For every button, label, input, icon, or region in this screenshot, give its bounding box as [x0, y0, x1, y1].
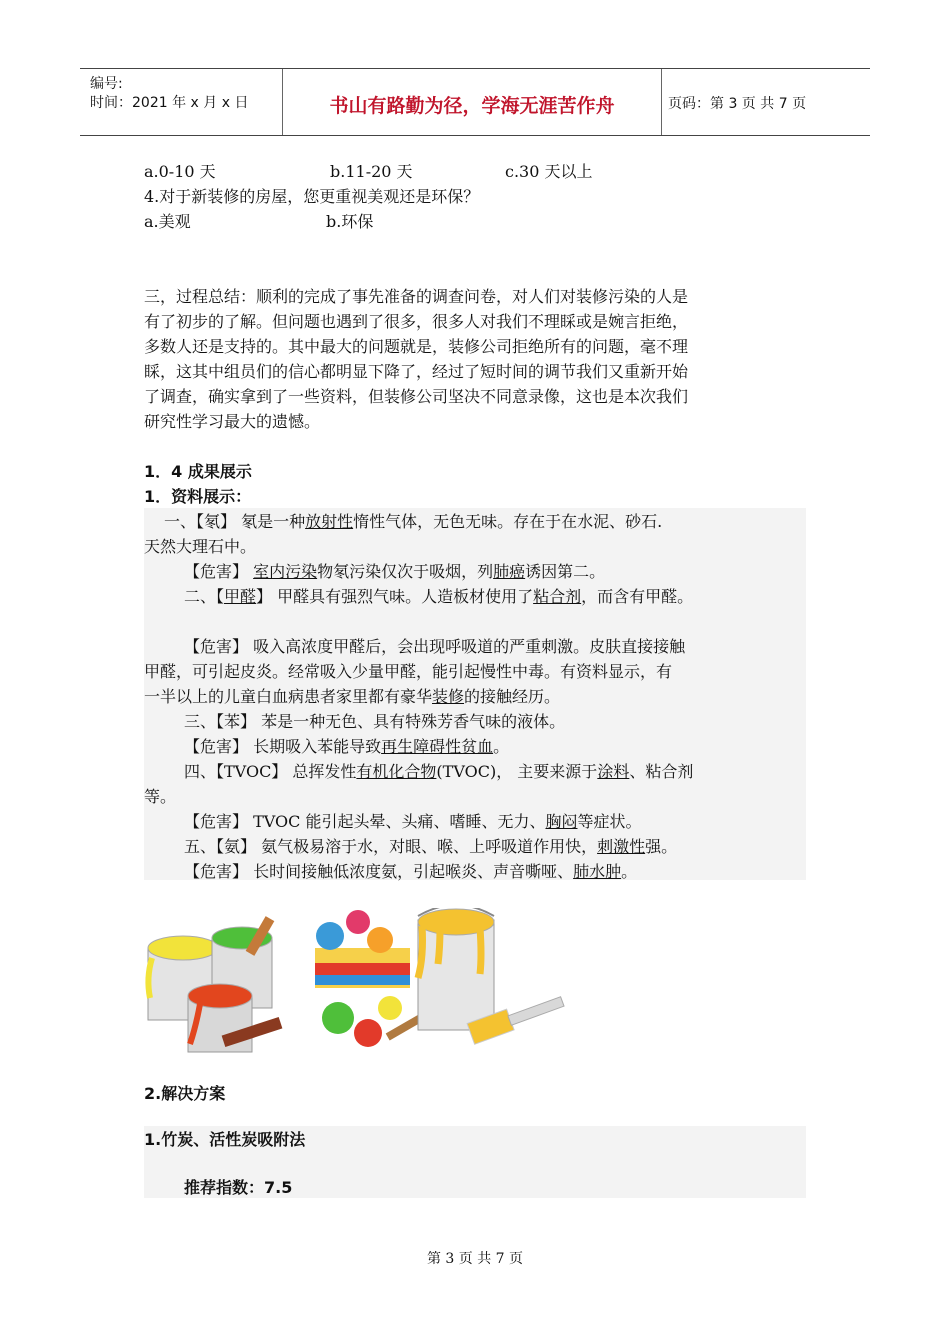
tvoc-text: 四、【TVOC】 总挥发性 [184, 762, 357, 781]
q3-option-a: a.0-10 天 [144, 162, 216, 181]
radon-hazard [184, 560, 605, 584]
summary-line: 研究性学习最大的遗憾。 [144, 412, 321, 431]
summary-line: 睬，这其中组员们的信心都明显下降了，经过了短时间的调节我们又重新开始 [144, 362, 689, 381]
summary-line: 多数人还是支持的。其中最大的问题就是，装修公司拒绝所有的问题，毫不理 [144, 337, 689, 356]
radon-hazard-text-2: 诱因第二。 [525, 562, 606, 581]
materials-heading: 1．资料展示： [144, 487, 252, 506]
page-label: 页码：第 3 页 共 7 页 [668, 96, 807, 112]
ammonia-text-2: 强。 [645, 837, 678, 856]
benzene-hazard [184, 735, 509, 759]
formaldehyde-hazard-3 [144, 685, 560, 709]
organic-compound-link[interactable]: 有机化合物 [356, 762, 437, 781]
tvoc-hazard [184, 810, 642, 834]
chest-tightness-link[interactable]: 胸闷 [545, 812, 578, 831]
tvoc-text-2: (TVOC)， 主要来源于 [436, 762, 598, 781]
radon-hazard-text: 物氡污染仅次于吸烟，列 [317, 562, 494, 581]
results-heading: 1．4 成果展示 [144, 462, 252, 481]
indoor-pollution-link[interactable]: 室内污染 [253, 562, 318, 581]
solution-method-1: 1.竹炭、活性炭吸附法 [144, 1130, 306, 1149]
hazard-label: 【危害】 [184, 562, 254, 581]
ammonia-line [184, 835, 677, 859]
color-splash-image [315, 910, 424, 1047]
summary-line: 了调查，确实拿到了一些资料，但装修公司坚决不同意录像，这也是本次我们 [144, 387, 689, 406]
q4-option-a: a.美观 [144, 212, 191, 231]
summary-line: 三，过程总结：顺利的完成了事先准备的调查问卷，对人们对装修污染的人是 [144, 287, 689, 306]
tvoc-hazard-text: 【危害】 TVOC 能引起头晕、头痛、嗜睡、无力、 [184, 812, 546, 831]
radon-text: 一、【氡】 氡是一种 [164, 512, 306, 531]
time-label: 时间：2021 年 x 月 x 日 [90, 95, 249, 111]
q4-option-b: b.环保 [326, 212, 374, 231]
irritant-link[interactable]: 刺激性 [597, 837, 646, 856]
recommendation-rating: 推荐指数：7.5 [184, 1178, 293, 1197]
ammonia-text: 五、【氨】 氨气极易溶于水，对眼、喉、上呼吸道作用快， [184, 837, 598, 856]
formaldehyde-hazard-2: 甲醛，可引起皮炎。经常吸入少量甲醛，能引起慢性中毒。有资料显示，有 [144, 662, 673, 681]
aplastic-anemia-link[interactable]: 再生障碍性贫血 [381, 737, 494, 756]
solutions-heading: 2.解决方案 [144, 1084, 226, 1103]
formaldehyde-text-2: 】 甲醛具有强烈气味。人造板材使用了 [256, 587, 534, 606]
radon-line-2: 天然大理石中。 [144, 537, 257, 556]
paint-link[interactable]: 涂料 [597, 762, 630, 781]
radon-text-2: 惰性气体，无色无味。存在于在水泥、砂石. [353, 512, 663, 531]
paint-illustrations [140, 908, 570, 1068]
adhesive-link[interactable]: 粘合剂 [533, 587, 582, 606]
formaldehyde-line [184, 585, 693, 609]
header-table [80, 68, 870, 136]
formaldehyde-hazard-text-2: 的接触经历。 [464, 687, 561, 706]
page-footer: 第 3 页 共 7 页 [426, 1251, 524, 1267]
summary-line: 有了初步的了解。但问题也遇到了很多，很多人对我们不理睬或是婉言拒绝， [144, 312, 689, 331]
radon-link[interactable]: 放射性 [305, 512, 354, 531]
tvoc-hazard-text-2: 等症状。 [577, 812, 642, 831]
motto: 书山有路勤为径，学海无涯苦作舟 [329, 95, 615, 117]
tvoc-text-3: 、粘合剂 [629, 762, 694, 781]
q4-question: 4.对于新装修的房屋，您更重视美观还是环保？ [144, 187, 480, 206]
lung-cancer-link[interactable]: 肺癌 [493, 562, 526, 581]
q3-option-b: b.11-20 天 [330, 162, 413, 181]
q3-option-c: c.30 天以上 [505, 162, 593, 181]
header-cell-page [662, 69, 870, 135]
formaldehyde-text: 二、【 [184, 587, 225, 606]
header-cell-motto [283, 69, 662, 135]
code-label: 编号: [90, 76, 123, 92]
header-cell-meta [80, 69, 283, 135]
radon-line [164, 510, 662, 534]
paint-cans-image [148, 916, 282, 1052]
benzene-hazard-text-2: 。 [493, 737, 510, 756]
pulmonary-edema-link[interactable]: 肺水肿 [573, 862, 622, 881]
decoration-link[interactable]: 装修 [432, 687, 465, 706]
ammonia-hazard-text: 【危害】 长时间接触低浓度氨，引起喉炎、声音嘶哑、 [184, 862, 574, 881]
formaldehyde-hazard-1: 【危害】 吸入高浓度甲醛后，会出现呼吸道的严重刺激。皮肤直接接触 [184, 637, 686, 656]
ammonia-hazard [184, 860, 637, 884]
formaldehyde-hazard-text: 一半以上的儿童白血病患者家里都有豪华 [144, 687, 433, 706]
ammonia-hazard-text-2: 。 [621, 862, 638, 881]
formaldehyde-link[interactable]: 甲醛 [224, 587, 257, 606]
yellow-paint-can-image [418, 908, 564, 1044]
tvoc-line [184, 760, 693, 784]
tvoc-line-2: 等。 [144, 787, 177, 806]
benzene-hazard-text: 【危害】 长期吸入苯能导致 [184, 737, 382, 756]
formaldehyde-text-3: ，而含有甲醛。 [581, 587, 694, 606]
benzene-line: 三、【苯】 苯是一种无色、具有特殊芳香气味的液体。 [184, 712, 566, 731]
